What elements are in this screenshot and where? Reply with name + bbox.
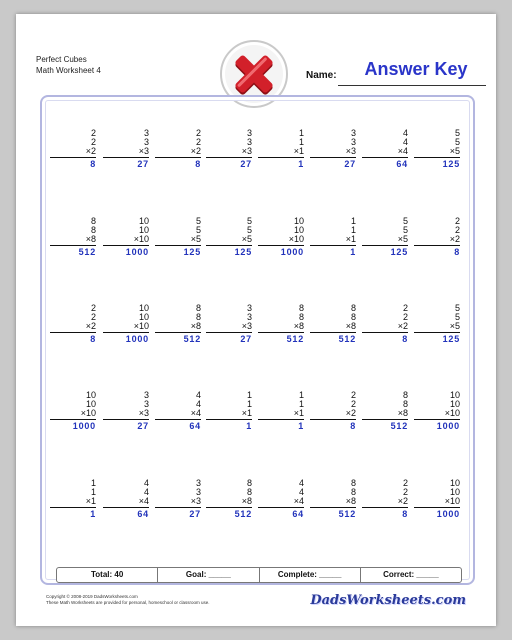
multiplier: 2	[454, 225, 460, 235]
answer-rule	[50, 332, 96, 333]
operator-line: ×2	[345, 408, 356, 418]
answer-rule	[155, 332, 201, 333]
multiplicand: 10	[138, 303, 149, 313]
problem-24	[414, 304, 460, 344]
multiplier: 4	[195, 399, 201, 409]
multiplier: 2	[402, 487, 408, 497]
operator-line: ×2	[190, 146, 201, 156]
operator-line: ×10	[133, 234, 149, 244]
answer: 64	[396, 159, 408, 169]
problem-35	[155, 479, 201, 519]
answer-rule	[206, 157, 252, 158]
summary-total: Total: 40	[57, 568, 158, 582]
answer: 1	[298, 159, 304, 169]
multiplicand: 1	[90, 478, 96, 488]
answer-rule	[50, 245, 96, 246]
worksheet-page	[16, 14, 496, 626]
brand-logo: DadsWorksheets.com	[310, 593, 466, 608]
answer-rule	[206, 507, 252, 508]
answer-rule	[206, 419, 252, 420]
answer-rule	[50, 157, 96, 158]
operator-line: ×3	[241, 146, 252, 156]
answer-rule	[414, 419, 460, 420]
problem-20	[206, 304, 252, 344]
operator-line: ×8	[397, 408, 408, 418]
problem-3	[155, 129, 201, 169]
answer-rule	[258, 332, 304, 333]
problem-26	[103, 391, 149, 431]
answer-rule	[155, 245, 201, 246]
operator-line: ×4	[190, 408, 201, 418]
multiplier: 10	[449, 487, 460, 497]
multiplicand: 3	[143, 128, 149, 138]
multiplicand: 10	[449, 478, 460, 488]
multiplier: 8	[90, 225, 96, 235]
operator-line: ×5	[241, 234, 252, 244]
multiplicand: 8	[350, 303, 356, 313]
operator-line: ×4	[138, 496, 149, 506]
answer-rule	[362, 332, 408, 333]
problem-1	[50, 129, 96, 169]
problem-2	[103, 129, 149, 169]
answer-rule	[103, 507, 149, 508]
problem-10	[103, 217, 149, 257]
answer: 27	[240, 334, 252, 344]
answer: 1	[246, 421, 252, 431]
answer: 27	[137, 421, 149, 431]
answer: 125	[234, 247, 252, 257]
problem-9	[50, 217, 96, 257]
multiplier: 3	[143, 399, 149, 409]
multiplier: 3	[246, 137, 252, 147]
multiplier: 1	[90, 487, 96, 497]
copyright-text: Copyright © 2008-2019 DadsWorksheets.com	[46, 594, 138, 599]
multiplicand: 3	[195, 478, 201, 488]
multiplier: 8	[195, 312, 201, 322]
problem-12	[206, 217, 252, 257]
problem-40	[414, 479, 460, 519]
operator-line: ×3	[345, 146, 356, 156]
problems-frame	[40, 95, 475, 585]
answer: 512	[78, 247, 96, 257]
multiplier: 1	[298, 137, 304, 147]
answer: 1000	[72, 421, 96, 431]
problem-21	[258, 304, 304, 344]
multiplicand: 8	[90, 216, 96, 226]
multiplier: 1	[246, 399, 252, 409]
problem-16	[414, 217, 460, 257]
multiplier: 10	[85, 399, 96, 409]
multiplicand: 10	[449, 390, 460, 400]
problem-6	[310, 129, 356, 169]
answer: 1000	[125, 334, 149, 344]
answer-rule	[414, 332, 460, 333]
footer-text	[46, 594, 210, 606]
operator-line: ×10	[444, 408, 460, 418]
multiplier: 5	[246, 225, 252, 235]
multiplier: 5	[454, 312, 460, 322]
multiplicand: 1	[298, 390, 304, 400]
operator-line: ×1	[345, 234, 356, 244]
answer-rule	[414, 245, 460, 246]
multiplier: 3	[246, 312, 252, 322]
operator-line: ×2	[85, 321, 96, 331]
title-line-2: Math Worksheet 4	[36, 66, 101, 75]
answer: 1000	[436, 509, 460, 519]
answer: 8	[90, 334, 96, 344]
multiplier: 8	[350, 312, 356, 322]
operator-line: ×5	[397, 234, 408, 244]
multiplicand: 1	[298, 128, 304, 138]
answer: 8	[90, 159, 96, 169]
answer: 1000	[125, 247, 149, 257]
multiplier: 5	[402, 225, 408, 235]
answer-rule	[362, 245, 408, 246]
multiplicand: 2	[454, 216, 460, 226]
answer-rule	[155, 157, 201, 158]
multiplier: 2	[402, 312, 408, 322]
problem-25	[50, 391, 96, 431]
operator-line: ×3	[138, 146, 149, 156]
multiplier: 4	[402, 137, 408, 147]
multiplicand: 3	[246, 303, 252, 313]
problem-31	[362, 391, 408, 431]
answer: 1000	[436, 421, 460, 431]
answer-rule	[310, 332, 356, 333]
problem-30	[310, 391, 356, 431]
multiplicand: 2	[402, 478, 408, 488]
problem-28	[206, 391, 252, 431]
answer: 512	[234, 509, 252, 519]
answer: 1	[90, 509, 96, 519]
multiplicand: 4	[143, 478, 149, 488]
multiplicand: 2	[350, 390, 356, 400]
operator-line: ×10	[133, 321, 149, 331]
multiplicand: 4	[298, 478, 304, 488]
answer: 64	[292, 509, 304, 519]
multiplicand: 4	[195, 390, 201, 400]
operator-line: ×10	[288, 234, 304, 244]
operator-line: ×8	[293, 321, 304, 331]
multiplicand: 10	[85, 390, 96, 400]
operator-line: ×1	[85, 496, 96, 506]
answer-rule	[362, 507, 408, 508]
answer: 512	[390, 421, 408, 431]
answer: 8	[402, 334, 408, 344]
answer: 512	[338, 334, 356, 344]
multiplicand: 1	[246, 390, 252, 400]
multiplier: 3	[350, 137, 356, 147]
operator-line: ×8	[190, 321, 201, 331]
answer: 512	[338, 509, 356, 519]
answer-rule	[414, 507, 460, 508]
multiplier: 5	[454, 137, 460, 147]
answer-rule	[103, 245, 149, 246]
operator-line: ×8	[345, 496, 356, 506]
answer-rule	[414, 157, 460, 158]
usage-notice: These Math Worksheets are provided for personal, homeschool or classroom use.	[46, 600, 210, 605]
operator-line: ×5	[190, 234, 201, 244]
answer-rule	[258, 157, 304, 158]
multiplicand: 5	[246, 216, 252, 226]
answer-rule	[310, 419, 356, 420]
answer-rule	[310, 157, 356, 158]
answer: 125	[442, 334, 460, 344]
answer-rule	[362, 419, 408, 420]
multiplicand: 5	[454, 303, 460, 313]
multiplicand: 2	[90, 303, 96, 313]
answer: 27	[344, 159, 356, 169]
multiplier: 10	[138, 312, 149, 322]
answer: 125	[390, 247, 408, 257]
problem-4	[206, 129, 252, 169]
multiplicand: 4	[402, 128, 408, 138]
multiplier: 1	[350, 225, 356, 235]
operator-line: ×10	[80, 408, 96, 418]
multiplier: 4	[298, 487, 304, 497]
multiplicand: 2	[90, 128, 96, 138]
answer: 64	[137, 509, 149, 519]
problem-14	[310, 217, 356, 257]
answer-rule	[258, 245, 304, 246]
multiplicand: 3	[350, 128, 356, 138]
problem-27	[155, 391, 201, 431]
answer: 27	[240, 159, 252, 169]
multiplier: 2	[195, 137, 201, 147]
problem-17	[50, 304, 96, 344]
multiplicand: 8	[402, 390, 408, 400]
answer-key-label: Answer Key	[364, 59, 468, 79]
problem-36	[206, 479, 252, 519]
multiplicand: 10	[138, 216, 149, 226]
operator-line: ×2	[449, 234, 460, 244]
operator-line: ×1	[293, 408, 304, 418]
multiplicand: 8	[195, 303, 201, 313]
operator-line: ×3	[190, 496, 201, 506]
multiplicand: 3	[246, 128, 252, 138]
multiplier: 2	[90, 312, 96, 322]
title-line-1: Perfect Cubes	[36, 55, 87, 64]
answer: 512	[183, 334, 201, 344]
worksheet-title	[36, 54, 101, 76]
problem-19	[155, 304, 201, 344]
operator-line: ×4	[293, 496, 304, 506]
multiplier: 3	[195, 487, 201, 497]
name-label: Name:	[306, 70, 337, 81]
operator-line: ×5	[449, 146, 460, 156]
answer: 125	[442, 159, 460, 169]
multiplicand: 2	[402, 303, 408, 313]
answer-rule	[50, 419, 96, 420]
multiplier: 2	[90, 137, 96, 147]
multiplicand: 3	[143, 390, 149, 400]
problem-37	[258, 479, 304, 519]
answer: 27	[189, 509, 201, 519]
multiplicand: 8	[246, 478, 252, 488]
problem-grid	[42, 97, 473, 583]
multiplicand: 5	[402, 216, 408, 226]
problem-11	[155, 217, 201, 257]
multiplier: 1	[298, 399, 304, 409]
answer-rule	[310, 245, 356, 246]
answer-rule	[50, 507, 96, 508]
answer-rule	[155, 419, 201, 420]
answer-rule	[362, 157, 408, 158]
answer: 125	[183, 247, 201, 257]
answer-rule	[258, 419, 304, 420]
operator-line: ×10	[444, 496, 460, 506]
answer: 8	[195, 159, 201, 169]
answer-rule	[103, 419, 149, 420]
multiplier: 8	[246, 487, 252, 497]
answer-rule	[155, 507, 201, 508]
answer-rule	[103, 157, 149, 158]
operator-line: ×2	[85, 146, 96, 156]
multiplier: 8	[350, 487, 356, 497]
problem-22	[310, 304, 356, 344]
multiplier: 10	[293, 225, 304, 235]
answer-rule	[258, 507, 304, 508]
summary-goal: Goal: _____	[158, 568, 259, 582]
problem-13	[258, 217, 304, 257]
operator-line: ×1	[293, 146, 304, 156]
problem-33	[50, 479, 96, 519]
answer: 512	[286, 334, 304, 344]
problem-39	[362, 479, 408, 519]
answer: 1	[298, 421, 304, 431]
answer: 8	[402, 509, 408, 519]
operator-line: ×2	[397, 321, 408, 331]
summary-correct: Correct: _____	[383, 570, 439, 579]
operator-line: ×3	[138, 408, 149, 418]
answer: 8	[454, 247, 460, 257]
operator-line: ×1	[241, 408, 252, 418]
operator-line: ×8	[345, 321, 356, 331]
answer: 1	[350, 247, 356, 257]
operator-line: ×4	[397, 146, 408, 156]
multiplicand: 8	[350, 478, 356, 488]
problem-23	[362, 304, 408, 344]
problem-15	[362, 217, 408, 257]
problem-8	[414, 129, 460, 169]
summary-complete: Complete: _____	[260, 568, 361, 582]
problem-7	[362, 129, 408, 169]
operator-line: ×3	[241, 321, 252, 331]
answer: 8	[350, 421, 356, 431]
multiplier: 10	[449, 399, 460, 409]
operator-line: ×8	[241, 496, 252, 506]
multiplier: 3	[143, 137, 149, 147]
multiplier: 2	[350, 399, 356, 409]
multiplier: 10	[138, 225, 149, 235]
answer: 64	[189, 421, 201, 431]
multiplicand: 8	[298, 303, 304, 313]
answer-rule	[206, 332, 252, 333]
multiplicand: 2	[195, 128, 201, 138]
multiplicand: 5	[454, 128, 460, 138]
answer-rule	[103, 332, 149, 333]
operator-line: ×5	[449, 321, 460, 331]
multiplier: 5	[195, 225, 201, 235]
problem-34	[103, 479, 149, 519]
problem-32	[414, 391, 460, 431]
multiplicand: 5	[195, 216, 201, 226]
multiplier: 8	[402, 399, 408, 409]
operator-line: ×2	[397, 496, 408, 506]
answer: 27	[137, 159, 149, 169]
name-field	[306, 59, 486, 86]
summary-bar	[56, 567, 462, 583]
problem-38	[310, 479, 356, 519]
name-underline	[338, 85, 486, 86]
problem-18	[103, 304, 149, 344]
multiplicand: 1	[350, 216, 356, 226]
answer-rule	[310, 507, 356, 508]
answer: 1000	[280, 247, 304, 257]
multiplier: 8	[298, 312, 304, 322]
multiplicand: 10	[293, 216, 304, 226]
problem-5	[258, 129, 304, 169]
answer-rule	[206, 245, 252, 246]
multiplier: 4	[143, 487, 149, 497]
operator-line: ×8	[85, 234, 96, 244]
problem-29	[258, 391, 304, 431]
